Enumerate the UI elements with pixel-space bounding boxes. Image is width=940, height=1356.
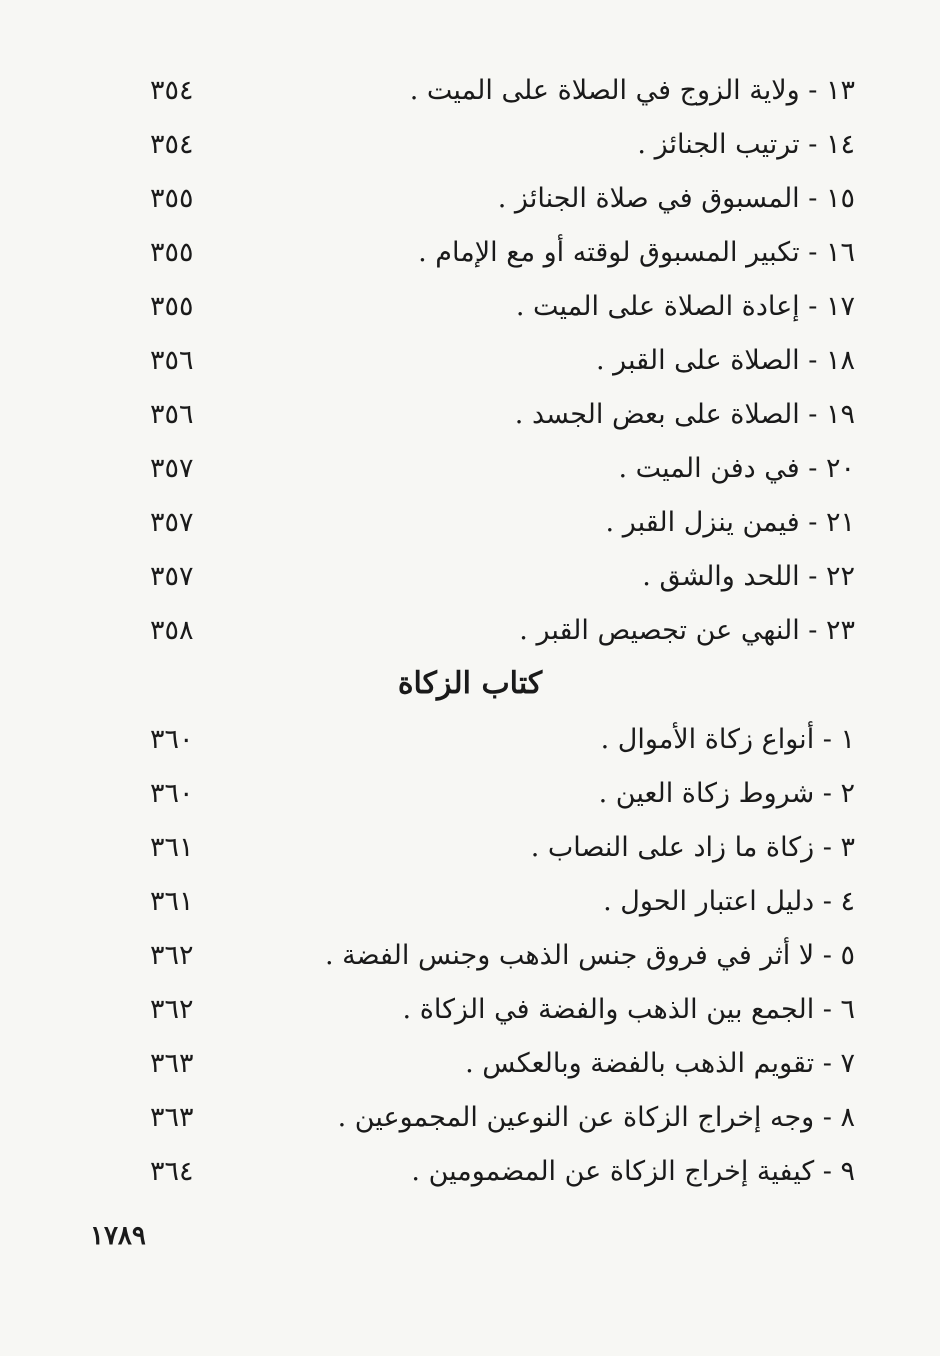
toc-entry-page: ٣٥٥ [150, 291, 194, 322]
toc-entry-page: ٣٥٧ [150, 561, 194, 592]
toc-entry-title: ٤ - دليل اعتبار الحول . [603, 886, 855, 917]
toc-entry-page: ٣٦٤ [150, 1156, 194, 1187]
toc-entry-page: ٣٦٣ [150, 1048, 194, 1079]
toc-entry-title: ٣ - زكاة ما زاد على النصاب . [530, 832, 855, 863]
toc-entry-title: ١٨ - الصلاة على القبر . [595, 345, 855, 376]
toc-entry-title: ٦ - الجمع بين الذهب والفضة في الزكاة . [402, 994, 855, 1025]
toc-entry-page: ٣٥٥ [150, 237, 194, 268]
toc-entry [150, 127, 855, 181]
toc-entry-page: ٣٦٢ [150, 994, 194, 1025]
toc-entry-page: ٣٦١ [150, 832, 194, 863]
toc-entry [150, 938, 855, 992]
toc-entry-page: ٣٦٠ [150, 724, 194, 755]
toc-entry-page: ٣٥٨ [150, 615, 194, 646]
toc-entry-page: ٣٦٣ [150, 1102, 194, 1133]
toc-entry-title: ٥ - لا أثر في فروق جنس الذهب وجنس الفضة . [324, 940, 855, 971]
toc-entry-page: ٣٦٠ [150, 778, 194, 809]
toc-entry-page: ٣٥٤ [150, 75, 194, 106]
toc-entry [150, 884, 855, 938]
toc-entry [150, 343, 855, 397]
section-heading: كتاب الزكاة [397, 666, 543, 701]
toc-entry-title: ١٣ - ولاية الزوج في الصلاة على الميت . [409, 75, 855, 106]
toc-entry [150, 559, 855, 613]
toc-entry-title: ٢ - شروط زكاة العين . [598, 778, 855, 809]
toc-entry-page: ٣٦٢ [150, 940, 194, 971]
toc-entry [150, 830, 855, 884]
toc-entry [150, 451, 855, 505]
toc-entry [150, 1100, 855, 1154]
toc-entry [150, 992, 855, 1046]
page-number: ١٧٨٩ [90, 1221, 146, 1251]
toc-entry [150, 235, 855, 289]
toc-entry [150, 722, 855, 776]
toc-entry [150, 73, 855, 127]
toc-entry-title: ١٤ - ترتيب الجنائز . [637, 129, 855, 160]
toc-entry-page: ٣٥٥ [150, 183, 194, 214]
toc-entry [150, 1154, 855, 1208]
toc-entry-title: ٩ - كيفية إخراج الزكاة عن المضمومين . [411, 1156, 855, 1187]
toc-entry-page: ٣٥٧ [150, 507, 194, 538]
toc-entry-title: ٢٣ - النهي عن تجصيص القبر . [519, 615, 855, 646]
toc-entry-title: ١٥ - المسبوق في صلاة الجنائز . [497, 183, 855, 214]
toc-entry-page: ٣٥٦ [150, 345, 194, 376]
toc-entry-title: ١٦ - تكبير المسبوق لوقته أو مع الإمام . [418, 237, 855, 268]
toc-entry-title: ١٧ - إعادة الصلاة على الميت . [515, 291, 855, 322]
toc-entry-title: ٢٠ - في دفن الميت . [618, 453, 855, 484]
toc-entry-title: ١٩ - الصلاة على بعض الجسد . [514, 399, 855, 430]
toc-entry [150, 181, 855, 235]
toc-entry-title: ١ - أنواع زكاة الأموال . [600, 724, 855, 755]
toc-entry [150, 776, 855, 830]
toc-entry [150, 1046, 855, 1100]
toc-entry-page: ٣٥٦ [150, 399, 194, 430]
toc-entry-page: ٣٥٤ [150, 129, 194, 160]
toc-entry-title: ٧ - تقويم الذهب بالفضة وبالعكس . [465, 1048, 855, 1079]
toc-entry-title: ٢١ - فيمن ينزل القبر . [605, 507, 855, 538]
toc-entry [150, 505, 855, 559]
toc-entry-page: ٣٥٧ [150, 453, 194, 484]
toc-entry [150, 289, 855, 343]
toc-entry-page: ٣٦١ [150, 886, 194, 917]
toc-entry [150, 613, 855, 667]
toc-entry-title: ٨ - وجه إخراج الزكاة عن النوعين المجموعين . [337, 1102, 855, 1133]
toc-entry [150, 397, 855, 451]
toc-entry-title: ٢٢ - اللحد والشق . [642, 561, 855, 592]
